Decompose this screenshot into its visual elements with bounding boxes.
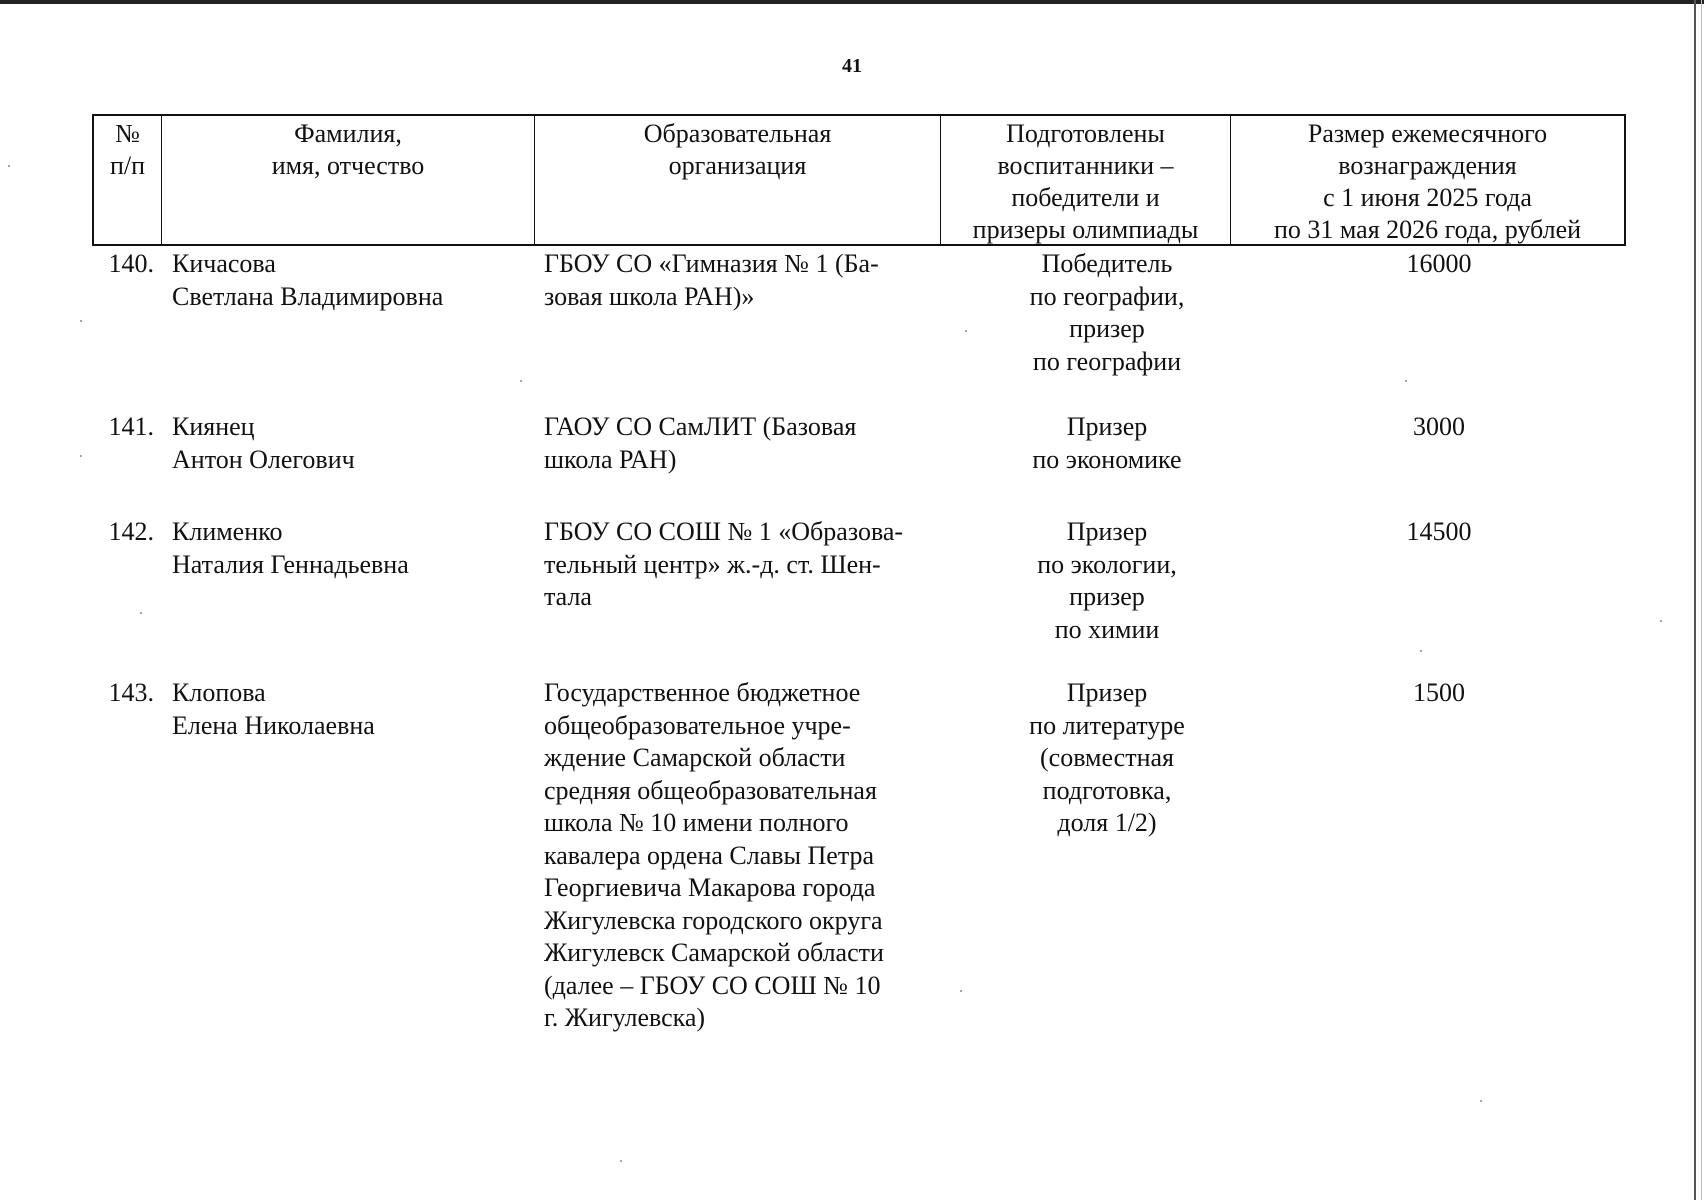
scan-speck bbox=[960, 990, 962, 992]
row-name: Киянец Антон Олегович bbox=[172, 412, 355, 474]
header-prepared: Подготовлены воспитанники – победители и призеры олимпиады bbox=[941, 116, 1231, 244]
header-num: № п/п bbox=[94, 116, 162, 244]
row-number: 142. bbox=[108, 517, 154, 546]
scan-speck bbox=[80, 455, 82, 457]
scan-speck bbox=[80, 320, 82, 322]
scan-speck bbox=[140, 612, 142, 614]
row-number: 141. bbox=[108, 412, 154, 441]
row-prepared: Победитель по географии, призер по географии bbox=[1029, 249, 1185, 376]
scan-speck bbox=[1420, 650, 1422, 652]
scan-speck bbox=[965, 330, 967, 332]
scan-speck bbox=[1480, 1100, 1482, 1102]
scan-border-top bbox=[0, 0, 1704, 4]
header-name: Фамилия, имя, отчество bbox=[162, 116, 535, 244]
row-amount: 1500 bbox=[1413, 678, 1465, 707]
scan-speck bbox=[1405, 380, 1407, 382]
header-amount: Размер ежемесячного вознаграждения с 1 июня 2025 года по 31 мая 2026 года, рублей bbox=[1273, 119, 1582, 244]
scan-speck bbox=[1660, 620, 1662, 622]
page-number: 41 bbox=[842, 55, 862, 77]
row-organization: Государственное бюджетное общеобразовательное учре- ждение Самарской области средняя общеобразовательная школа № 10 имени полного кавалера ордена Славы Петра Георгиевича Макарова города Жигулевска городского округа Жигулевск Самарской области (далее – ГБОУ СО СОШ № 10 г. Жигулевска) bbox=[544, 678, 884, 1032]
row-organization: ГАОУ СО СамЛИТ (Базовая школа РАН) bbox=[544, 412, 857, 474]
row-prepared: Призер по экологии, призер по химии bbox=[1037, 517, 1177, 644]
row-name: Клопова Елена Николаевна bbox=[172, 678, 375, 740]
row-prepared: Призер по литературе (совместная подготовка, доля 1/2) bbox=[1029, 678, 1185, 837]
header-org: Образовательная организация bbox=[535, 116, 941, 244]
scan-border-right bbox=[1694, 0, 1696, 1200]
scan-border-right-faint bbox=[1701, 0, 1702, 1200]
scan-speck bbox=[620, 1160, 622, 1162]
row-organization: ГБОУ СО «Гимназия № 1 (Ба- зовая школа РАН)» bbox=[544, 249, 879, 311]
row-amount: 3000 bbox=[1413, 412, 1465, 441]
row-name: Клименко Наталия Геннадьевна bbox=[172, 517, 409, 579]
row-number: 140. bbox=[108, 249, 154, 278]
scan-speck bbox=[8, 165, 10, 167]
row-amount: 16000 bbox=[1406, 249, 1472, 278]
row-organization: ГБОУ СО СОШ № 1 «Образова- тельный центр» ж.-д. ст. Шен- тала bbox=[544, 517, 904, 611]
row-name: Кичасова Светлана Владимировна bbox=[172, 249, 444, 311]
row-prepared: Призер по экономике bbox=[1032, 412, 1182, 474]
table-header bbox=[92, 114, 1626, 246]
scan-speck bbox=[520, 380, 522, 382]
row-number: 143. bbox=[108, 678, 154, 707]
row-amount: 14500 bbox=[1406, 517, 1472, 546]
